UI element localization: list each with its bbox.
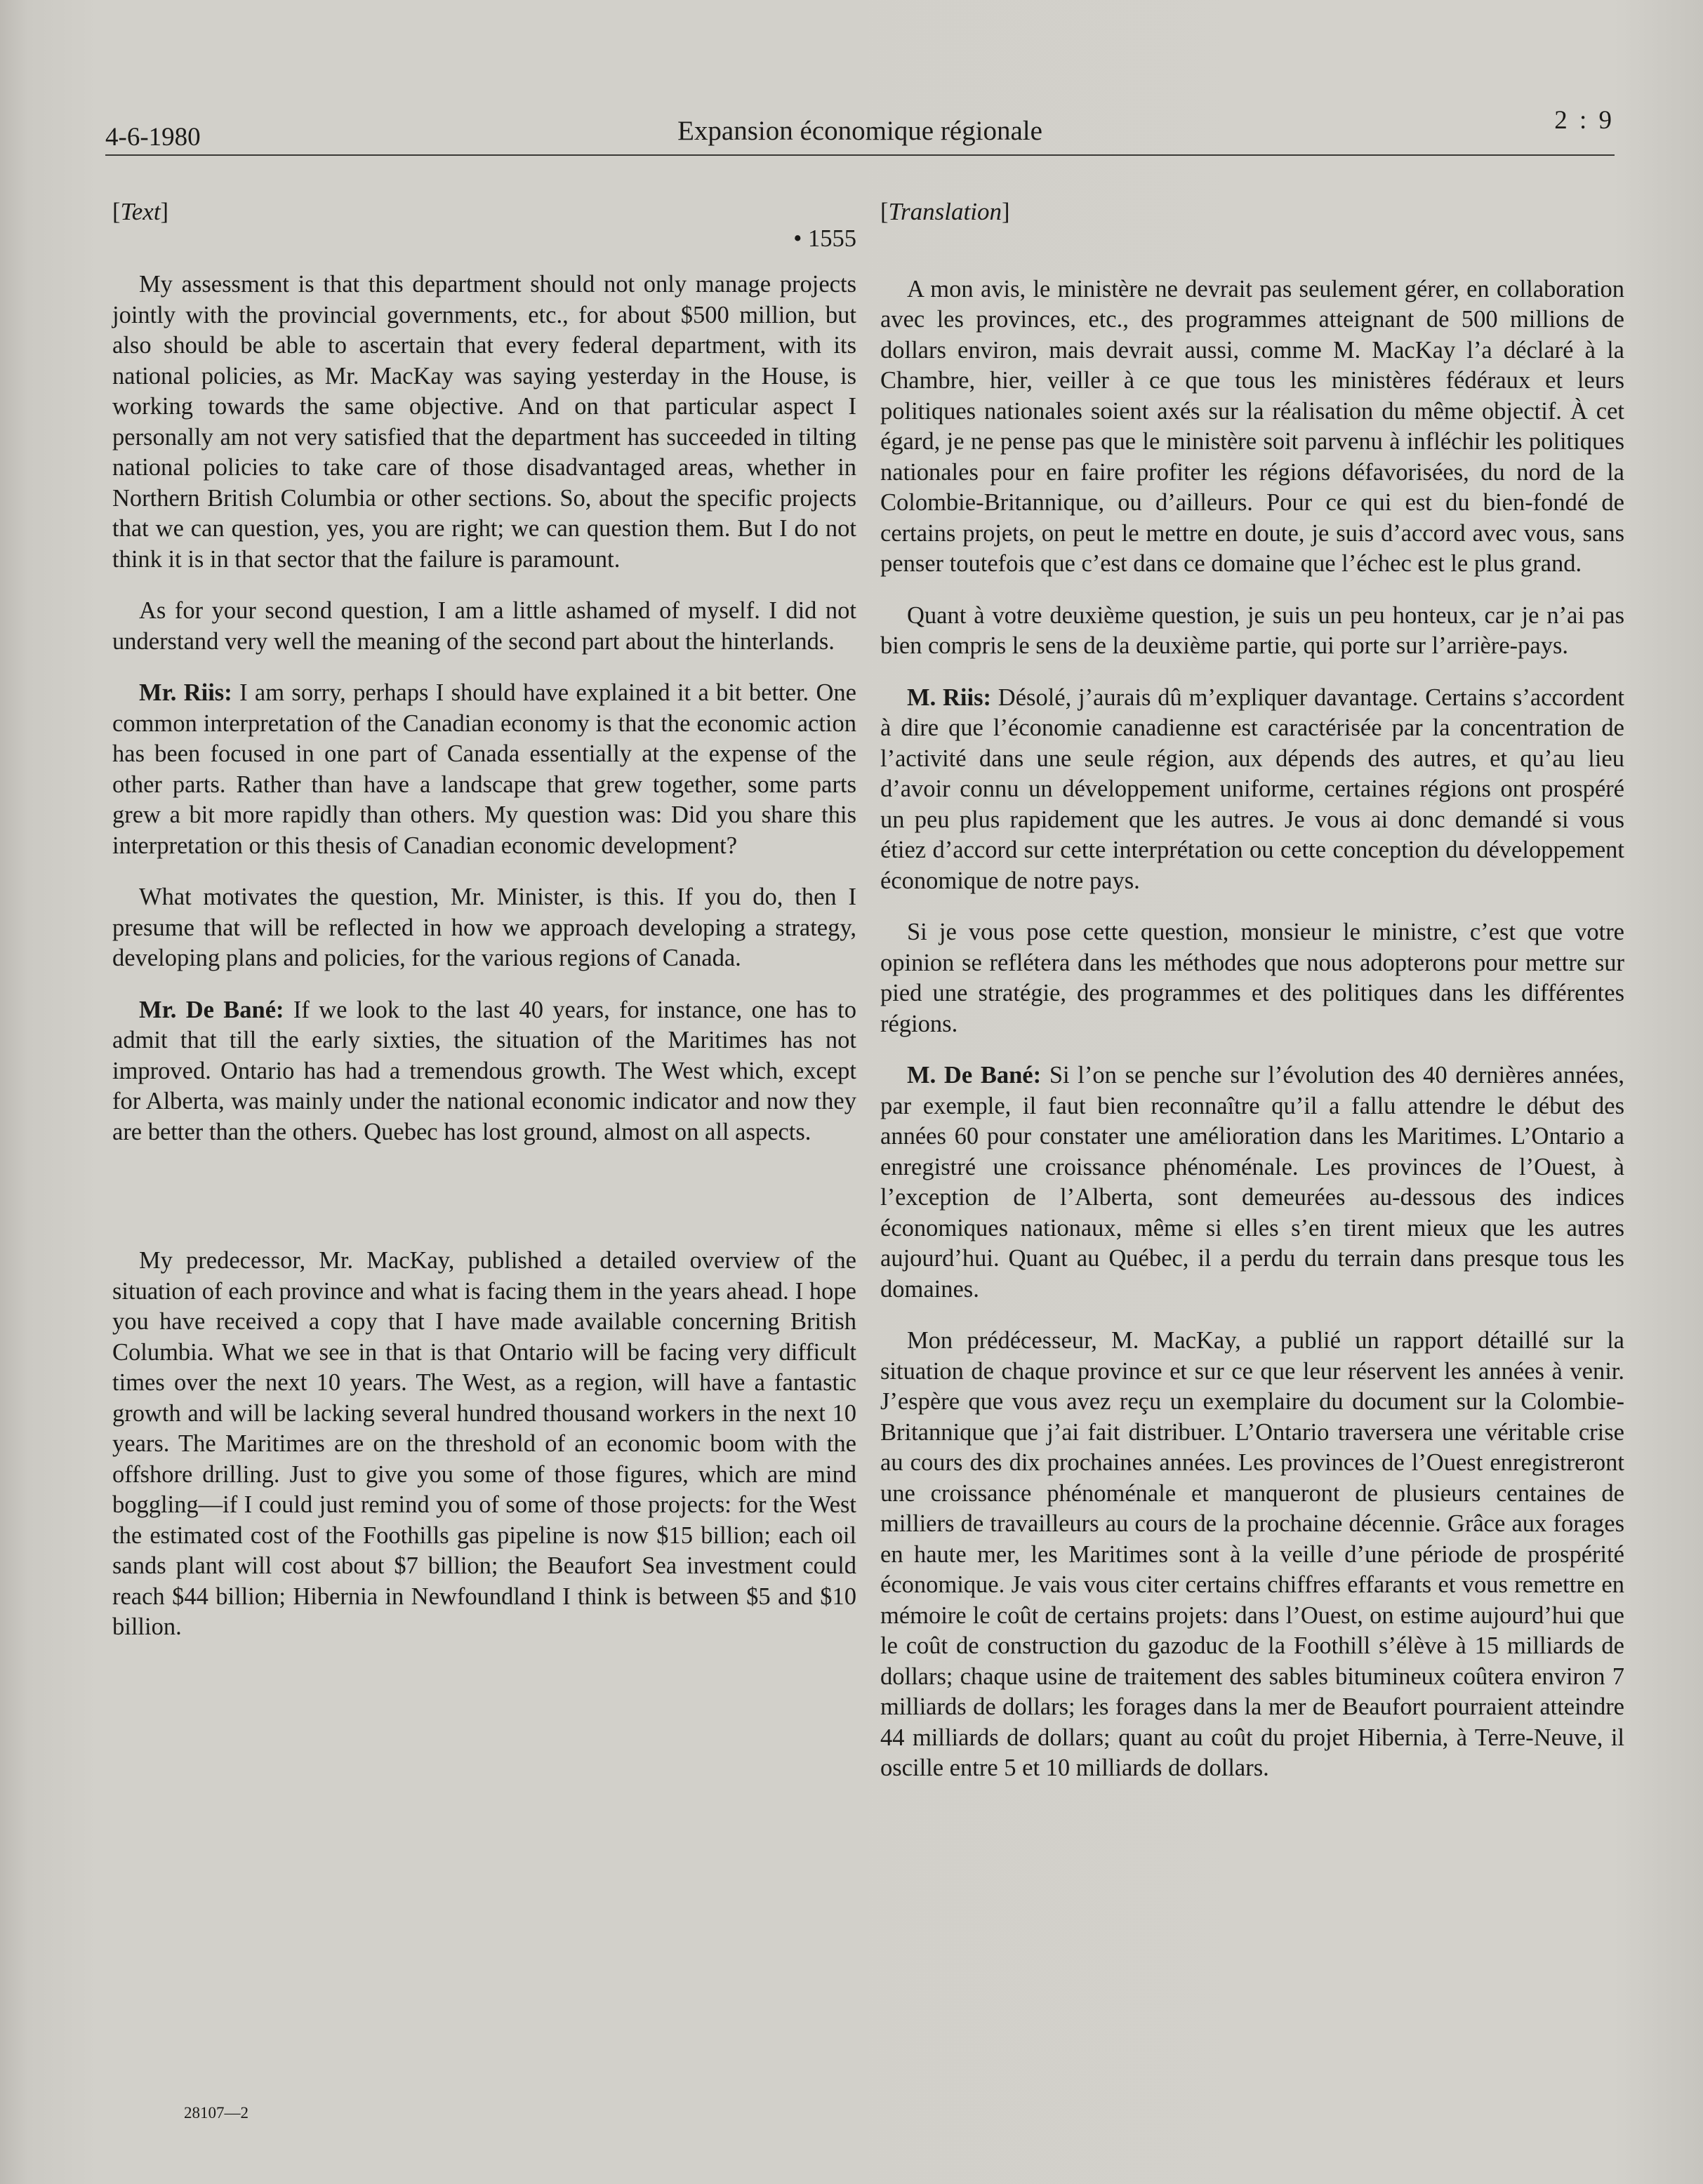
- english-column: [112, 197, 856, 1664]
- footer-code: 28107—2: [184, 2104, 249, 2122]
- speaker-name: M. Riis:: [907, 684, 991, 711]
- english-paragraph-6: My predecessor, Mr. MacKay, published a detailed overview of the situation of each province and what is facing them in the years ahead. I hope you have received a copy that I have made available concerning British Columbia. What we see in that is that Ontario will be facing very difficult times over the next 10 years. The West, as a region, will have a fantastic growth and will be lacking several hundred thousand workers in the next 10 years. The Maritimes are on the threshold of an economic boom with the offshore drilling. Just to give you some of those figures, which are mind boggling—if I could just remind you of some of those projects: for the West the estimated cost of the Foothills gas pipeline is now $15 billion; each oil sands plant will cost about $7 billion; the Beaufort Sea investment could reach $44 billion; Hibernia in Newfoundland I think is between $5 and $10 billion.: [112, 1247, 856, 1640]
- paragraph-text: If we look to the last 40 years, for instance, one has to admit that till the early sixties, the situation of the Maritimes has not improved. Ontario has had a tremendous growth. The West which, except for Alberta, was mainly under the national economic indicator and now they are better than the others. Quebec has lost ground, almost on all aspects.: [112, 996, 857, 1145]
- english-paragraph-5: [112, 995, 856, 1148]
- english-label-text: Text: [120, 198, 161, 225]
- speaker-name: Mr. Riis:: [139, 679, 232, 706]
- column-gap: [112, 1168, 856, 1246]
- english-paragraph-1: My assessment is that this department should not only manage projects jointly with the provincial governments, etc., for about $500 million, but also should be able to ascertain that every federal department, with its national policies, as Mr. MacKay was saying yesterday in the House, is working towards the same objective. And on that particular aspect I personally am not very satisfied that the department has succeeded in tilting national policies to take care of those disadvantaged areas, whether in Northern British Columbia or other sections. So, about the specific projects that we can question, yes, you are right; we can question them. But I do not think it is in that sector that the failure is paramount.: [112, 271, 856, 573]
- header-page-number: 2 : 9: [1554, 106, 1615, 135]
- paragraph-text: I am sorry, perhaps I should have explained it a bit better. One common interpretation of the Canadian economy is that the economic action has been focused in one part of Canada essentially at the expense of the other parts. Rather than have a landscape that grew together, some parts grew a bit more rapidly than others. My question was: Did you share this interpretation or this thesis of Canadian economic development?: [112, 679, 856, 859]
- speaker-name: Mr. De Bané:: [139, 996, 284, 1023]
- english-paragraph-2: As for your second question, I am a little ashamed of myself. I did not understand very well the meaning of the second part about the hinterlands.: [112, 597, 856, 655]
- header-title: Expansion économique régionale: [677, 116, 1042, 146]
- french-column: [880, 197, 1624, 1805]
- french-paragraph-4: Si je vous pose cette question, monsieur le ministre, c’est que votre opinion se reflétera dans les méthodes que nous adopterons pour mettre sur pied une stratégie, des programmes et des politiques dans les différentes régions.: [880, 919, 1624, 1037]
- french-paragraph-3: [880, 683, 1624, 897]
- english-paragraph-3: [112, 678, 856, 861]
- paragraph-text: Désolé, j’aurais dû m’expliquer davantage. Certains s’accordent à dire que l’économie canadienne est caractérisée par la concentration de l’activité dans une seule région, aux dépends des autres, et qu’au lieu d’avoir connu un développement uniforme, certaines régions ont prospéré un peu plus rapidement que les autres. Je vous ai donc demandé si vous étiez d’accord sur cette interprétation ou cette conception du développement économique de notre pays.: [880, 684, 1624, 894]
- french-paragraph-1: A mon avis, le ministère ne devrait pas seulement gérer, en collaboration avec les provinces, etc., des programmes atteignant de 500 millions de dollars environ, mais devrait aussi, comme M. MacKay l’a déclaré à la Chambre, hier, veiller à ce que tous les ministères fédéraux et leurs politiques nationales soient axés sur la réalisation du même objectif. À cet égard, je ne pense pas que le ministère soit parvenu à infléchir les politiques nationales pour en faire profiter les régions défavorisées, du nord de la Colombie-Britannique, ou d’ailleurs. Pour ce qui est du bien-fondé de certains projets, on peut le mettre en doute, je suis d’accord avec vous, sans penser toutefois que c’est dans ce domaine que l’échec est le plus grand.: [880, 275, 1624, 577]
- header-date: 4-6-1980: [105, 123, 201, 152]
- timestamp: • 1555: [793, 225, 856, 252]
- french-paragraph-2: Quant à votre deuxième question, je suis un peu honteux, car je n’ai pas bien compris le sens de la deuxième partie, qui porte sur l’arrière-pays.: [880, 601, 1624, 659]
- french-paragraph-5: [880, 1060, 1624, 1305]
- page-header: [105, 105, 1615, 156]
- french-label: [Translation]: [880, 198, 1010, 225]
- paragraph-text: Si l’on se penche sur l’évolution des 40 dernières années, par exemple, il faut bien reconnaître qu’il a fallu attendre le début des années 60 pour constater une amélioration dans les Maritimes. L’Ontario a enregistré une croissance phénoménale. Les provinces de l’Ouest, à l’exception de l’Alberta, sont demeurées au-dessous des indices économiques nationaux, même si elles s’en tirent mieux que les autres aujourd’hui. Quant au Québec, il a perdu du terrain dans presque tous les domaines.: [880, 1062, 1624, 1303]
- french-label-text: Translation: [888, 198, 1002, 225]
- english-paragraph-4: What motivates the question, Mr. Minister, is this. If you do, then I presume that will be reflected in how we approach developing a strategy, developing plans and policies, for the various regions of Canada.: [112, 884, 856, 971]
- speaker-name: M. De Bané:: [907, 1062, 1042, 1088]
- english-label: [Text]: [112, 198, 169, 225]
- french-paragraph-6: Mon prédécesseur, M. MacKay, a publié un rapport détaillé sur la situation de chaque province et sur ce que leur réservent les années à venir. J’espère que vous avez reçu un exemplaire du document sur la Colombie-Britannique que j’ai fait distribuer. L’Ontario traversera une véritable crise au cours des dix prochaines années. Les provinces de l’Ouest enregistreront une croissance phénoménale et manqueront de plusieurs centaines de milliers de travailleurs au cours de la prochaine décennie. Grâce aux forages en haute mer, les Maritimes sont à la veille d’une période de prospérité économique. Je vais vous citer certains chiffres effarants et vous remettre en mémoire le coût de certains projets: dans l’Ouest, on estime aujourd’hui que le coût de construction du gazoduc de la Foothill s’élève à 15 milliards de dollars; chaque usine de traitement des sables bitumineux coûtera environ 7 milliards de dollars; les forages dans la mer de Beaufort pourraient atteindre 44 milliards de dollars; quant au coût du projet Hibernia, à Terre-Neuve, il oscille entre 5 et 10 milliards de dollars.: [880, 1327, 1624, 1781]
